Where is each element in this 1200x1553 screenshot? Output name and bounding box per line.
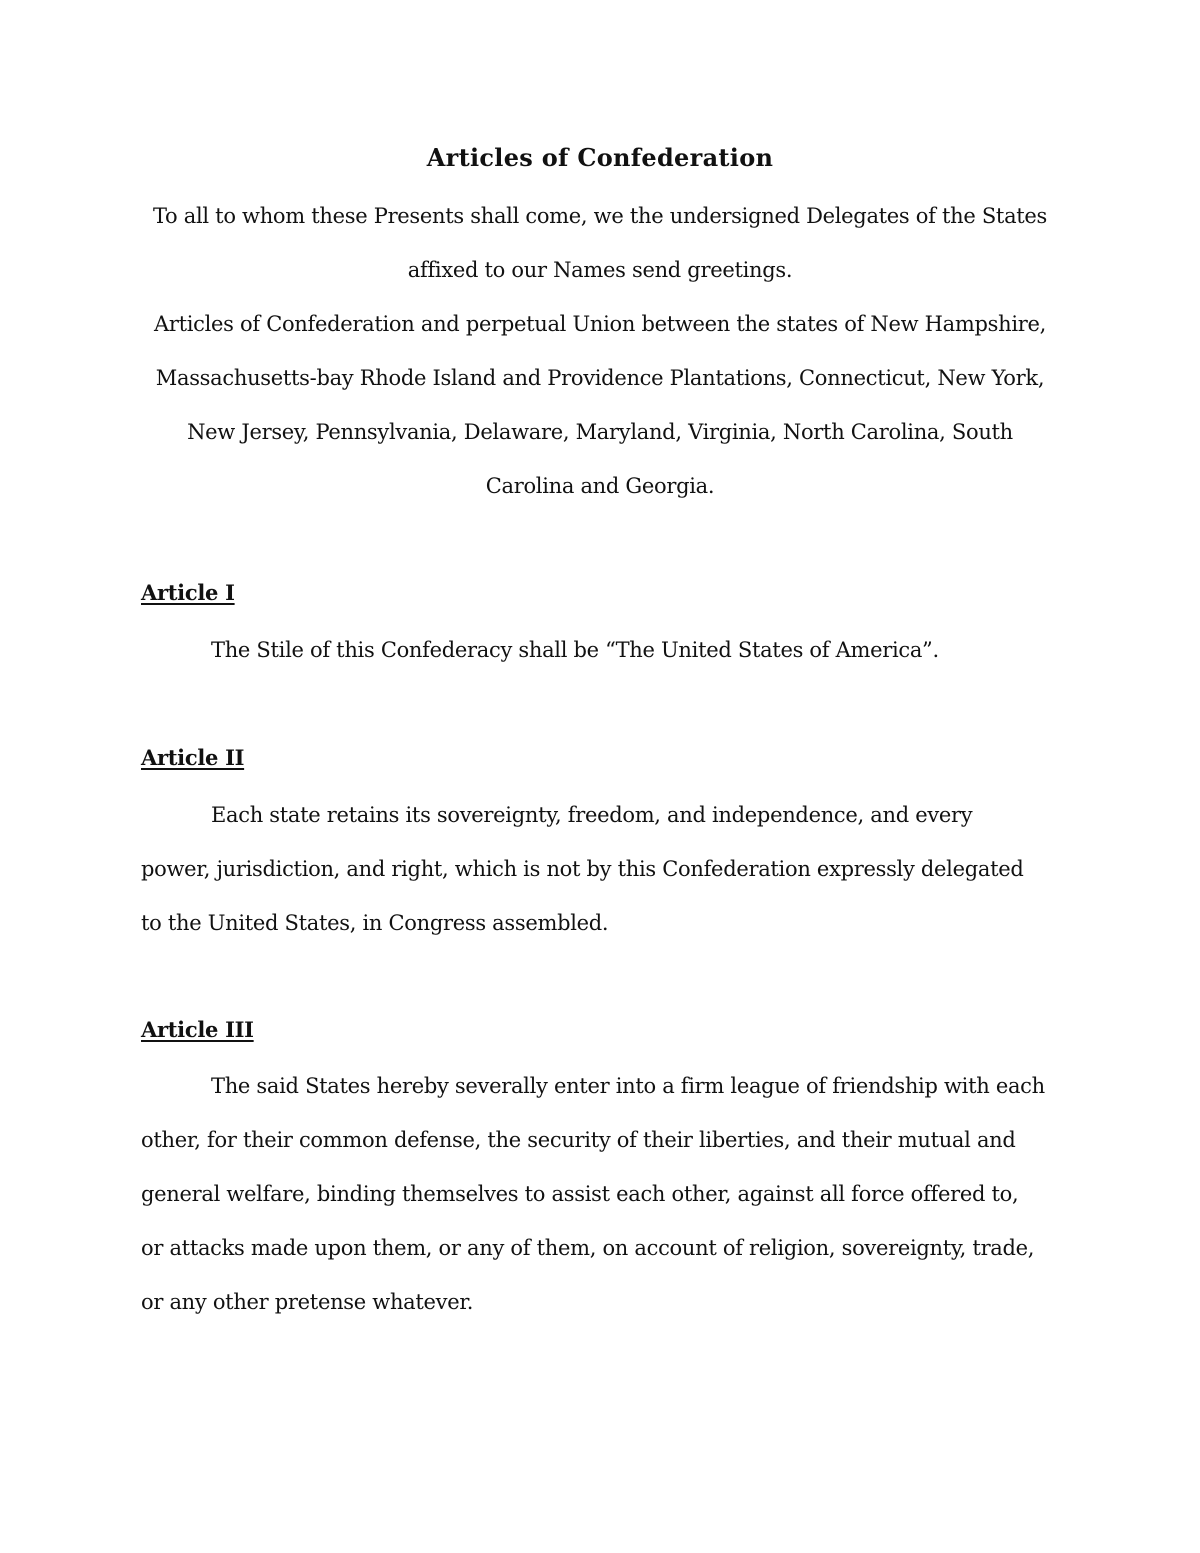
union-paragraph: Articles of Confederation and perpetual Union between the states of New Hampshire, Massachusetts-bay Rhode Island and Providence Plantations, Connecticut, New York, New Jersey, Pennsylvania, Delaware, Maryland, Virginia, North Carolina, South Carolina and Georgia. — [153, 312, 1047, 498]
article-1-heading: Article I — [141, 580, 235, 605]
article-3-heading: Article III — [141, 1017, 254, 1042]
document-title: Articles of Confederation — [426, 143, 774, 172]
article-2-heading: Article II — [141, 745, 245, 770]
article-2-text: Each state retains its sovereignty, freedom, and independence, and every power, jurisdiction, and right, which is not by this Confederation expressly delegated to the United States, in Congress assembled. — [141, 803, 1024, 935]
greeting-paragraph: To all to whom these Presents shall come, we the undersigned Delegates of the States affixed to our Names send greetings. — [152, 204, 1048, 282]
article-1-text: The Stile of this Confederacy shall be “The United States of America”. — [211, 638, 939, 662]
article-3-text: The said States hereby severally enter into a firm league of friendship with each other, for their common defense, the security of their liberties, and their mutual and general welfare, binding themselves to assist each other, against all force offered to, or attacks made upon them, or any of them, on account of religion, sovereignty, trade, or any other pretense whatever. — [141, 1074, 1045, 1314]
